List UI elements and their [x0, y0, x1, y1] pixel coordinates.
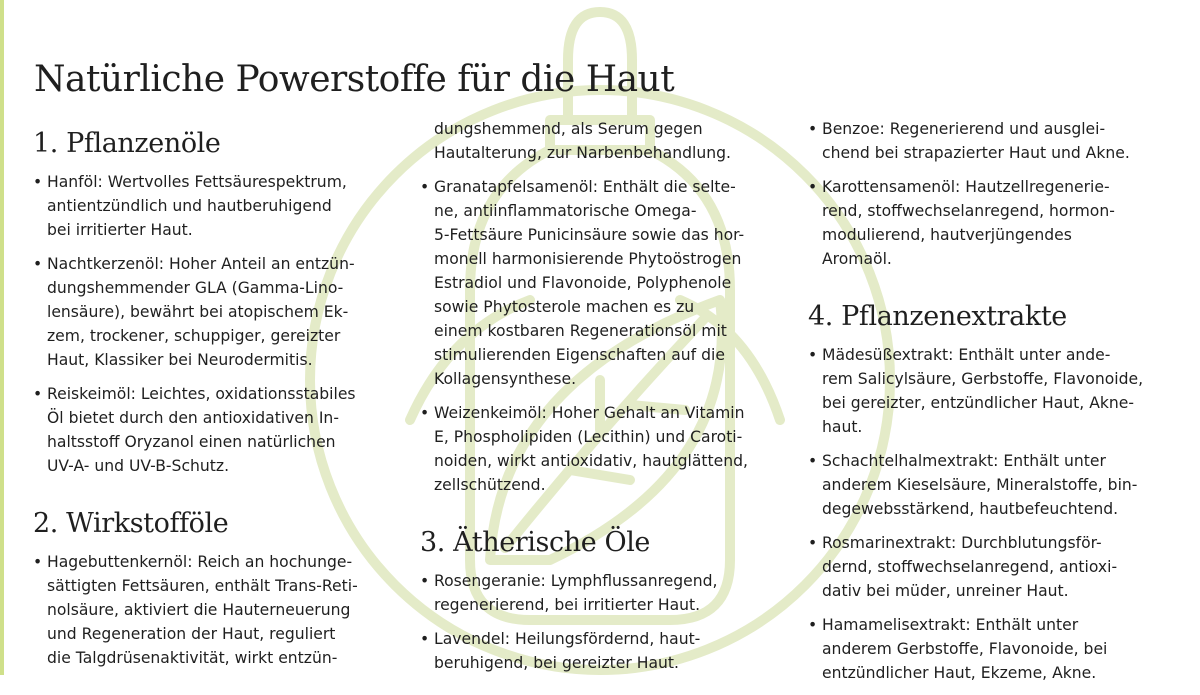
list-item: • Schachtelhalmextrakt: Enthält unter anderem Kieselsäure, Mineralstoffe, bin- degewebsstärkend, hautbefeuchtend.	[808, 449, 1178, 521]
accent-stripe	[0, 0, 4, 675]
list-item-continuation: dungshemmend, als Serum gegen Hautalterung, zur Narbenbehandlung.	[434, 120, 731, 162]
list-item: • Weizenkeimöl: Hoher Gehalt an Vitamin E, Phospholipiden (Lecithin) und Caroti- noiden, wirkt antioxidativ, hautglättend, zellschützend.	[420, 401, 790, 497]
list-aetherische-oele	[420, 569, 790, 675]
list-item: • Benzoe: Regenerierend und ausglei- chend bei strapazierter Haut und Akne.	[808, 117, 1178, 165]
list-item: • Granatapfelsamenöl: Enthält die selte- ne, antiinflammatorische Omega- 5-Fettsäure Punicinsäure sowie das hor- monell harmonisierende Phytoöstrogen Estradiol und Flavonoide, Polyphenole sowie Phytosterole machen es zu einem kostbaren Regenerationsöl mit stimulierenden Eigenschaften auf die Kollagensynthese.	[420, 175, 790, 391]
list-wirkstoffoele-continued	[420, 117, 790, 497]
list-pflanzenextrakte	[808, 343, 1178, 685]
section-heading-pflanzenoele: 1. Pflanzenöle	[33, 128, 221, 159]
list-item: • Hanföl: Wertvolles Fettsäurespektrum, antientzündlich und hautberuhigend bei irritierter Haut.	[33, 170, 403, 242]
list-item: • Hamamelisextrakt: Enthält unter anderem Gerbstoffe, Flavonoide, bei entzündlicher Haut, Ekzeme, Akne.	[808, 613, 1178, 685]
column-1	[33, 124, 403, 680]
list-item: • Mädesüßextrakt: Enthält unter ande- rem Salicylsäure, Gerbstoffe, Flavonoide, bei gereizter, entzündlicher Haut, Akne- haut.	[808, 343, 1178, 439]
list-item: • Karottensamenöl: Hautzellregenerie- rend, stoffwechselanregend, hormon- modulierend, hautverjüngendes Aromaöl.	[808, 175, 1178, 271]
column-2	[420, 117, 790, 685]
list-item: • Rosengeranie: Lymphflussanregend, regenerierend, bei irritierter Haut.	[420, 569, 790, 617]
section-heading-wirkstoffoele: 2. Wirkstofföle	[33, 508, 229, 539]
list-item: • Nachtkerzenöl: Hoher Anteil an entzün- dungshemmender GLA (Gamma-Lino- lensäure), bewährt bei atopischem Ek- zem, trockener, schuppiger, gereizter Haut, Klassiker bei Neurodermitis.	[33, 252, 403, 372]
list-aetherische-oele-continued	[808, 117, 1178, 271]
list-item: • Hagebuttenkernöl: Reich an hochunge- sättigten Fettsäuren, enthält Trans-Reti- nolsäure, aktiviert die Hauterneuerung und Regeneration der Haut, reguliert die Talgdrüsenaktivität, wirkt entzün-	[33, 550, 403, 670]
section-heading-aetherische-oele: 3. Ätherische Öle	[420, 527, 651, 558]
list-pflanzenoele	[33, 170, 403, 478]
list-item: • Lavendel: Heilungsfördernd, haut- beruhigend, bei gereizter Haut.	[420, 627, 790, 675]
page-title: Natürliche Powerstoffe für die Haut	[34, 59, 675, 100]
column-3	[808, 117, 1178, 695]
list-item: • Reiskeimöl: Leichtes, oxidationsstabiles Öl bietet durch den antioxidativen In- haltsstoff Oryzanol einen natürlichen UV-A- und UV-B-Schutz.	[33, 382, 403, 478]
section-heading-pflanzenextrakte: 4. Pflanzenextrakte	[808, 301, 1067, 332]
list-item: • Rosmarinextrakt: Durchblutungsför- dernd, stoffwechselanregend, antioxi- dativ bei müder, unreiner Haut.	[808, 531, 1178, 603]
list-wirkstoffoele	[33, 550, 403, 670]
